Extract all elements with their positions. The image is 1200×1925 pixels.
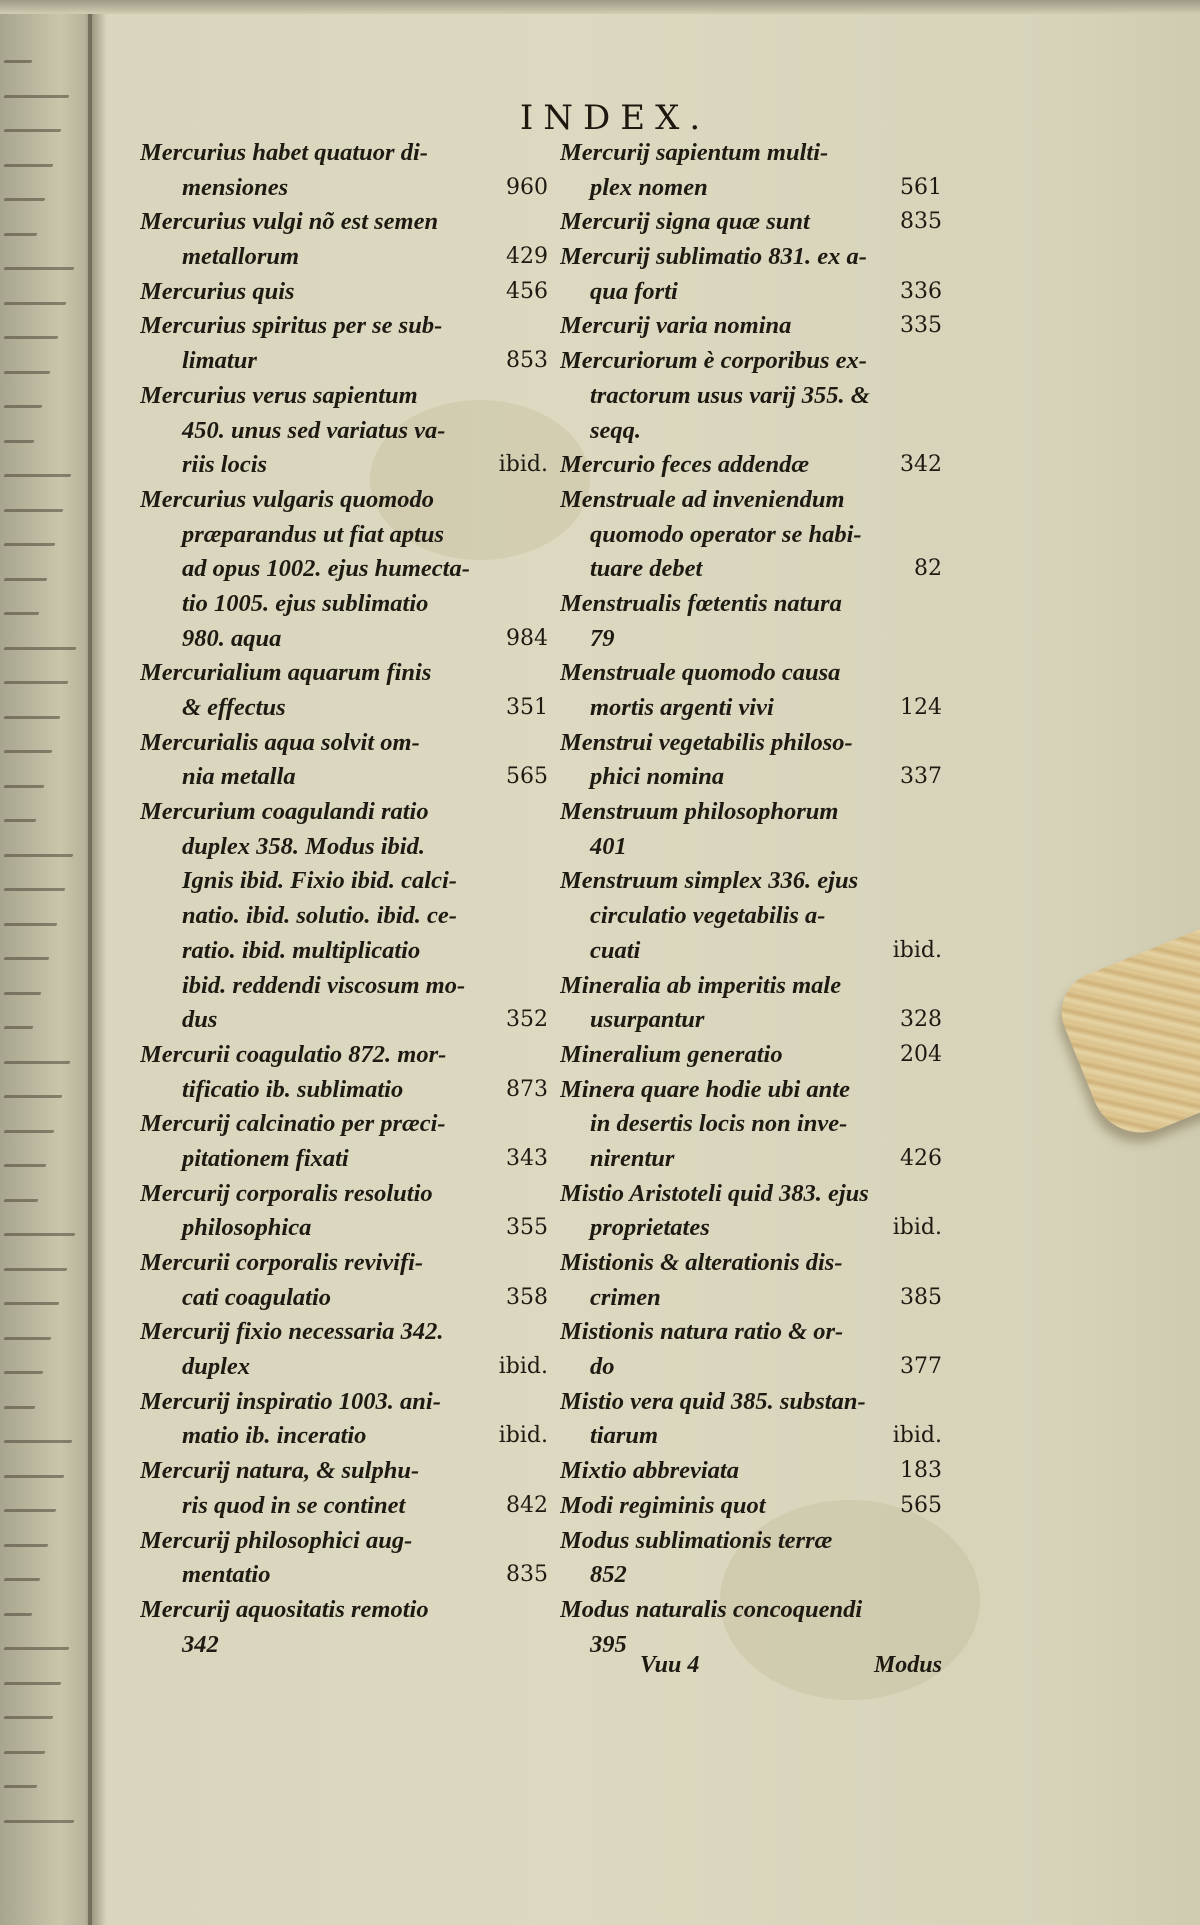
entry-page-number: 355 (506, 1215, 548, 1241)
index-column-left (140, 136, 548, 1662)
facing-page-text-fragment (4, 1544, 49, 1547)
index-entry-line (560, 1246, 942, 1281)
entry-page-number: 336 (900, 278, 942, 304)
entry-text: Mercurij natura, & sulphu- (140, 1457, 420, 1485)
facing-page-text-fragment (4, 1785, 38, 1788)
index-column-right (560, 136, 942, 1662)
entry-page-number: 565 (900, 1492, 942, 1518)
entry-page-number: 561 (900, 174, 942, 200)
index-entry-line (140, 1489, 548, 1524)
entry-text: tiarum (590, 1422, 659, 1450)
entry-page-number: 835 (506, 1562, 548, 1588)
index-entry-line (140, 1558, 548, 1593)
entry-text: Mercurialis aqua solvit om- (140, 728, 420, 756)
entry-text: Mineralium generatio (560, 1040, 783, 1068)
entry-text: tificatio ib. sublimatio (182, 1075, 404, 1103)
index-entry-line (140, 1350, 548, 1385)
index-entry-line (140, 171, 548, 206)
entry-page-number: 842 (506, 1492, 548, 1518)
facing-page-text-fragment (4, 1475, 65, 1478)
entry-text: 401 (590, 832, 627, 860)
index-entry-line (140, 518, 548, 553)
entry-text: Mercurij signa quæ sunt (560, 208, 810, 236)
entry-text: metallorum (182, 243, 300, 271)
facing-page-text-fragment (4, 164, 54, 167)
entry-text: Mercurius verus sapientum (140, 381, 418, 409)
index-entry-line (560, 1454, 942, 1489)
entry-text: cati coagulatio (182, 1283, 332, 1311)
entry-text: Menstruum simplex 336. ejus (560, 867, 859, 895)
index-entry-line (560, 240, 942, 275)
facing-page-text-fragment (4, 785, 45, 788)
entry-text: tractorum usus varij 355. & (590, 381, 870, 409)
facing-page-text-fragment (4, 1613, 33, 1616)
index-entry-line (560, 344, 942, 379)
entry-text: proprietates (590, 1214, 710, 1242)
entry-page-number: 456 (506, 278, 548, 304)
facing-page-text-fragment (4, 1716, 54, 1719)
entry-page-number: 385 (900, 1284, 942, 1310)
entry-text: tio 1005. ejus sublimatio (182, 589, 429, 617)
entry-text: Minera quare hodie ubi ante (560, 1075, 850, 1103)
entry-text: Mercurius habet quatuor di- (140, 139, 428, 166)
entry-text: & effectus (182, 694, 286, 721)
index-entry-line (560, 1524, 942, 1559)
facing-page-text-fragment (4, 716, 61, 719)
index-entry-line (140, 1107, 548, 1142)
index-entry-line (140, 275, 548, 310)
facing-page-text-fragment (4, 233, 38, 236)
entry-text: qua forti (590, 277, 678, 305)
index-entry-line (140, 1628, 548, 1663)
facing-page-text-fragment (4, 612, 40, 615)
entry-page-number: 358 (506, 1284, 548, 1310)
facing-page-text-fragment (4, 750, 53, 753)
facing-page-text-fragment (4, 474, 72, 477)
entry-text: Mercurium coagulandi ratio (140, 798, 429, 826)
facing-page-text-fragment (4, 440, 35, 443)
entry-text: Mistio Aristoteli quid 383. ejus (560, 1179, 869, 1207)
index-entry-line (140, 1281, 548, 1316)
entry-text: seqq. (590, 416, 642, 444)
facing-page-text-fragment (4, 647, 77, 650)
entry-page-number: 873 (506, 1076, 548, 1102)
facing-page-edge (0, 0, 92, 1925)
facing-page-text-fragment (4, 888, 66, 891)
index-entry-line (140, 656, 548, 691)
entry-text: Modi regiminis quot (560, 1491, 766, 1519)
index-entry-line (140, 552, 548, 587)
gutter-shadow (88, 0, 106, 1925)
index-entry-line (140, 240, 548, 275)
entry-page-number: 335 (900, 313, 942, 339)
entry-page-number: 960 (506, 174, 548, 200)
index-entry-line (560, 1073, 942, 1108)
index-entry-line (560, 726, 942, 761)
entry-text: philosophica (182, 1214, 312, 1242)
entry-text: Menstruale ad inveniendum (560, 485, 845, 513)
entry-text: ratio. ibid. multiplicatio (182, 936, 421, 964)
entry-text: Mercurius vulgaris quomodo (140, 485, 435, 513)
facing-page-text-fragment (4, 854, 74, 857)
facing-page-text-fragment (4, 405, 43, 408)
index-entry-line (140, 969, 548, 1004)
facing-page-text-fragment (4, 336, 59, 339)
entry-text: mentatio (182, 1561, 271, 1589)
index-entry-line (560, 1281, 942, 1316)
entry-page-number: 183 (900, 1458, 942, 1484)
entry-page-number: ibid. (498, 452, 548, 478)
entry-page-number: 82 (914, 556, 942, 582)
entry-page-number: ibid. (892, 937, 942, 963)
entry-page-number: 328 (900, 1007, 942, 1033)
entry-text: 980. aqua (182, 624, 282, 652)
facing-page-text-fragment (4, 509, 64, 512)
entry-page-number: ibid. (498, 1354, 548, 1380)
facing-page-text-fragment (4, 957, 50, 960)
entry-page-number: 835 (900, 209, 942, 235)
index-entry-line (560, 830, 942, 865)
entry-page-number: 124 (900, 695, 942, 720)
index-entry-line (560, 205, 942, 240)
index-entry-line (560, 587, 942, 622)
entry-text: Mercurius quis (140, 277, 295, 305)
index-entry-line (560, 136, 942, 171)
index-entry-line (140, 1211, 548, 1246)
index-entry-line (560, 1350, 942, 1385)
entry-text: Mixtio abbreviata (560, 1457, 739, 1485)
index-entry-line (560, 552, 942, 587)
index-entry-line (560, 656, 942, 691)
entry-text: circulatio vegetabilis a- (590, 902, 826, 930)
entry-text: ibid. reddendi viscosum mo- (182, 971, 466, 999)
entry-text: duplex (182, 1353, 251, 1381)
entry-text: Mercuriorum è corporibus ex- (560, 347, 867, 375)
entry-text: Mercurius spiritus per se sub- (140, 312, 443, 340)
entry-page-number: ibid. (892, 1423, 942, 1449)
facing-page-text-fragment (4, 543, 56, 546)
index-entry-line (140, 136, 548, 171)
facing-page-text-fragment (4, 1164, 47, 1167)
index-entry-line (140, 1246, 548, 1281)
index-entry-line (560, 1107, 942, 1142)
index-entry-line (560, 518, 942, 553)
facing-page-text-fragment (4, 819, 37, 822)
entry-page-number: 565 (506, 764, 548, 790)
facing-page-text-fragment (4, 578, 48, 581)
entry-text: Mistionis & alterationis dis- (560, 1249, 843, 1276)
index-entry-line (560, 379, 942, 414)
entry-page-number: 426 (900, 1145, 942, 1171)
facing-page-text-fragment (4, 1061, 71, 1064)
facing-page-text-fragment (4, 1095, 63, 1098)
index-entry-line (140, 1385, 548, 1420)
entry-text: Mercurius vulgi nõ est semen (140, 208, 439, 236)
entry-text: Modus sublimationis terræ (560, 1526, 833, 1554)
index-entry-line (140, 448, 548, 483)
facing-page-text-fragment (4, 923, 58, 926)
index-entry-line (560, 1489, 942, 1524)
entry-text: Ignis ibid. Fixio ibid. calci- (182, 867, 457, 895)
facing-page-text-fragment (4, 1509, 57, 1512)
index-entry-line (140, 726, 548, 761)
index-entry-line (140, 379, 548, 414)
entry-text: phici nomina (590, 763, 725, 791)
facing-page-text-fragment (4, 1337, 52, 1340)
index-entry-line (140, 1524, 548, 1559)
entry-text: 852 (590, 1561, 627, 1589)
entry-text: Mercurii coagulatio 872. mor- (140, 1040, 447, 1068)
entry-text: Mercurij sapientum multi- (560, 139, 829, 166)
facing-page-text-fragment (4, 1751, 46, 1754)
index-entry-line (560, 483, 942, 518)
facing-page-text-fragment (4, 1302, 60, 1305)
index-entry-line (140, 1073, 548, 1108)
index-entry-line (140, 587, 548, 622)
facing-page-text-fragment (4, 198, 46, 201)
index-entry-line (140, 1142, 548, 1177)
facing-page-text-fragment (4, 1371, 44, 1374)
entry-text: do (590, 1353, 615, 1381)
index-entry-line (560, 414, 942, 449)
entry-text: Menstrualis fœtentis natura (560, 589, 842, 617)
entry-text: mensiones (182, 173, 289, 201)
entry-text: Mineralia ab imperitis male (560, 971, 842, 999)
index-entry-line (560, 969, 942, 1004)
index-entry-line (140, 309, 548, 344)
entry-text: præparandus ut fiat aptus (182, 520, 445, 548)
facing-page-text-fragment (4, 992, 42, 995)
entry-text: usurpantur (590, 1006, 705, 1034)
entry-page-number: 984 (506, 625, 548, 651)
entry-text: duplex 358. Modus ibid. (182, 832, 425, 860)
entry-text: limatur (182, 347, 257, 375)
index-entry-line (560, 1038, 942, 1073)
index-entry-line (560, 691, 942, 726)
entry-text: Mistionis natura ratio & or- (560, 1318, 844, 1346)
index-entry-line (560, 1593, 942, 1628)
entry-page-number: 337 (900, 764, 942, 790)
entry-page-number: 377 (900, 1354, 942, 1380)
facing-page-text-fragment (4, 1682, 62, 1685)
index-entry-line (560, 448, 942, 483)
entry-text: plex nomen (590, 173, 708, 201)
entry-text: Mercurij philosophici aug- (140, 1526, 413, 1554)
index-entry-line (560, 1211, 942, 1246)
index-entry-line (140, 830, 548, 865)
index-entry-line (140, 205, 548, 240)
index-entry-line (560, 1142, 942, 1177)
facing-page-text-fragment (4, 302, 67, 305)
entry-text: 79 (590, 624, 615, 652)
entry-text: matio ib. inceratio (182, 1422, 367, 1450)
entry-text: mortis argenti vivi (590, 694, 774, 721)
entry-text: crimen (590, 1283, 661, 1311)
catchword: Modus (873, 1652, 942, 1678)
entry-text: Mercurij fixio necessaria 342. (140, 1318, 444, 1346)
entry-page-number: ibid. (892, 1215, 942, 1241)
index-entry-line (140, 899, 548, 934)
index-entry-line (140, 1177, 548, 1212)
index-entry-line (140, 483, 548, 518)
entry-text: 342 (182, 1630, 219, 1658)
entry-text: Menstruale quomodo causa (560, 659, 841, 687)
entry-text: nirentur (590, 1144, 675, 1172)
entry-text: Mercurij sublimatio 831. ex a- (560, 243, 867, 271)
facing-page-text-fragment (4, 681, 69, 684)
index-entry-line (140, 795, 548, 830)
facing-page-text-fragment (4, 1440, 73, 1443)
index-entry-line (140, 622, 548, 657)
index-entry-line (140, 1419, 548, 1454)
entry-text: natio. ibid. solutio. ibid. ce- (182, 902, 457, 930)
index-entry-line (140, 691, 548, 726)
facing-page-text-fragment (4, 60, 33, 63)
index-entry-line (560, 622, 942, 657)
entry-text: Menstrui vegetabilis philoso- (560, 728, 853, 756)
signature-mark: Vuu 4 (640, 1652, 700, 1678)
entry-page-number: 204 (900, 1041, 942, 1067)
entry-text: Modus naturalis concoquendi (560, 1595, 863, 1623)
index-entry-line (560, 1177, 942, 1212)
index-entry-line (140, 934, 548, 969)
index-entry-line (140, 1003, 548, 1038)
index-entry-line (140, 344, 548, 379)
index-entry-line (560, 309, 942, 344)
entry-text: 450. unus sed variatus va- (182, 416, 446, 444)
index-entry-line (560, 1558, 942, 1593)
index-entry-line (560, 275, 942, 310)
entry-text: ad opus 1002. ejus humecta- (182, 555, 470, 583)
facing-page-text-fragment (4, 371, 51, 374)
page-top-edge (0, 0, 1200, 14)
entry-text: in desertis locis non inve- (590, 1110, 848, 1138)
entry-text: ris quod in se continet (182, 1491, 406, 1519)
entry-text: Mercurij inspiratio 1003. ani- (140, 1387, 441, 1415)
facing-page-text-fragment (4, 1233, 76, 1236)
facing-page-text-fragment (4, 1026, 34, 1029)
index-entry-line (140, 864, 548, 899)
facing-page-text-fragment (4, 1199, 39, 1202)
index-entry-line (560, 864, 942, 899)
facing-page-text-fragment (4, 1820, 75, 1823)
index-entry-line (140, 1593, 548, 1628)
index-entry-line (140, 1454, 548, 1489)
entry-text: Mercurii corporalis revivifi- (140, 1249, 424, 1276)
entry-text: Mercurij aquositatis remotio (140, 1595, 429, 1623)
facing-page-text-fragment (4, 1268, 68, 1271)
facing-page-text-fragment (4, 1406, 36, 1409)
index-entry-line (560, 1315, 942, 1350)
page-header: INDEX. (519, 98, 711, 138)
entry-text: Mercurio feces addendæ (560, 451, 810, 479)
entry-page-number: 343 (506, 1145, 548, 1171)
entry-text: Mistio vera quid 385. substan- (560, 1387, 866, 1415)
entry-page-number: 853 (506, 348, 548, 374)
index-entry-line (140, 414, 548, 449)
entry-text: cuati (590, 936, 641, 964)
entry-text: Mercurij varia nomina (560, 312, 792, 340)
index-entry-line (140, 1038, 548, 1073)
entry-page-number: ibid. (498, 1423, 548, 1449)
entry-page-number: 352 (506, 1007, 548, 1033)
facing-page-text-fragment (4, 267, 75, 270)
index-entry-line (560, 760, 942, 795)
index-entry-line (560, 1003, 942, 1038)
facing-page-text-fragment (4, 1578, 41, 1581)
entry-text: 395 (590, 1630, 627, 1658)
entry-text: pitationem fixati (182, 1144, 349, 1172)
entry-text: quomodo operator se habi- (590, 520, 862, 548)
entry-text: riis locis (182, 451, 268, 479)
entry-text: nia metalla (182, 763, 296, 791)
facing-page-text-fragment (4, 1647, 70, 1650)
index-entry-line (560, 899, 942, 934)
entry-text: Mercurialium aquarum finis (140, 659, 432, 687)
index-entry-line (560, 795, 942, 830)
entry-text: dus (182, 1006, 218, 1034)
index-entry-line (140, 1315, 548, 1350)
entry-text: Mercurij calcinatio per præci- (140, 1110, 446, 1138)
entry-page-number: 429 (506, 244, 548, 270)
index-entry-line (560, 1385, 942, 1420)
entry-page-number: 351 (506, 695, 548, 720)
entry-text: tuare debet (590, 555, 703, 583)
index-entry-line (560, 934, 942, 969)
index-entry-line (140, 760, 548, 795)
entry-text: Mercurij corporalis resolutio (140, 1179, 433, 1207)
facing-page-text-fragment (4, 1130, 55, 1133)
index-entry-line (560, 1419, 942, 1454)
entry-page-number: 342 (900, 452, 942, 478)
index-entry-line (560, 171, 942, 206)
entry-text: Menstruum philosophorum (560, 798, 839, 826)
